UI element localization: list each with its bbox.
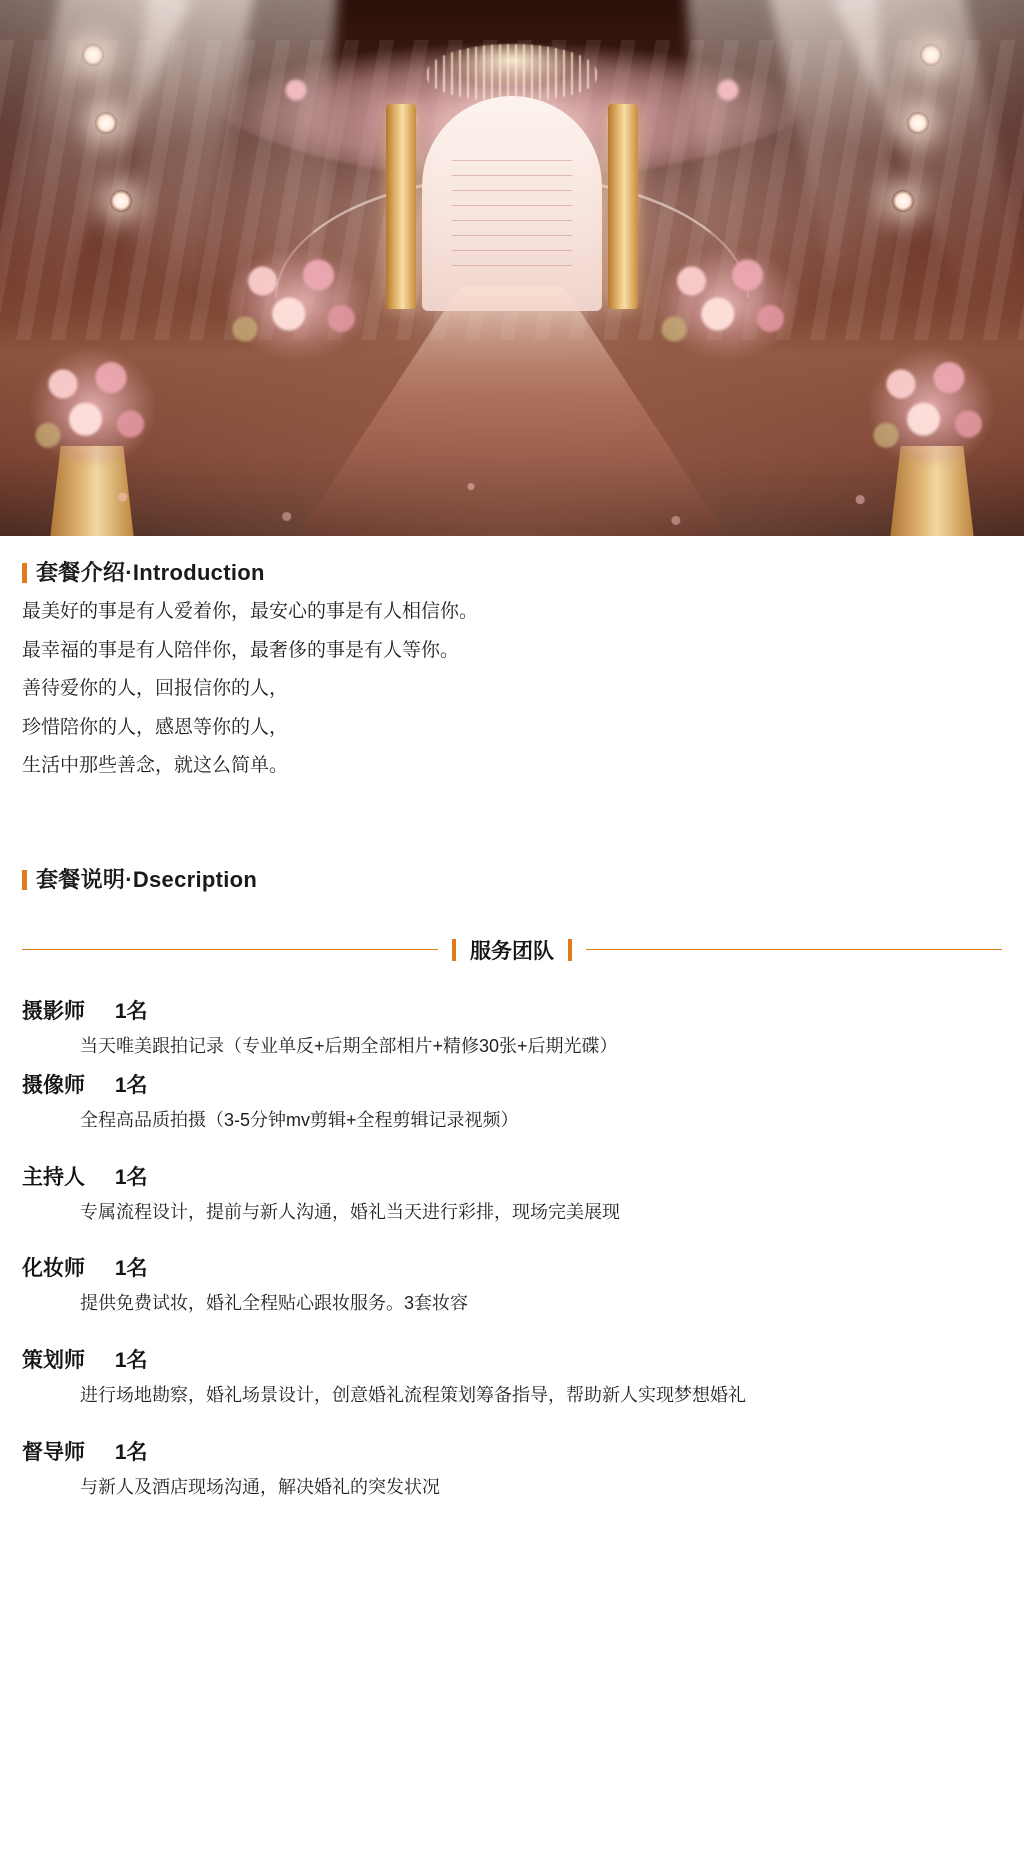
role-heading (22, 1344, 1002, 1374)
role-description: 与新人及酒店现场沟通，解决婚礼的突发状况 (80, 1477, 440, 1498)
role-description: 专属流程设计，提前与新人沟通，婚礼当天进行彩排，现场完美展现 (80, 1201, 620, 1222)
role-count: 1名 (114, 1441, 148, 1465)
intro-line: 珍惜陪你的人，感恩等你的人， (22, 716, 289, 738)
stage-light (82, 44, 104, 66)
team-role-item (22, 1344, 1002, 1410)
role-count: 1名 (114, 1349, 148, 1373)
role-heading (22, 1161, 1002, 1191)
gold-pillar-left (386, 104, 416, 309)
scattered-petals (0, 406, 1024, 536)
role-description: 当天唯美跟拍记录（专业单反+后期全部相片+精修30张+后期光碟） (80, 1035, 618, 1056)
role-heading (22, 1069, 1002, 1099)
divider-label-wrap (438, 935, 586, 965)
intro-line: 最美好的事是有人爱着你，最安心的事是有人相信你。 (22, 601, 479, 622)
role-count: 1名 (114, 1257, 148, 1281)
role-description: 提供免费试妆，婚礼全程贴心跟妆服务。3套妆容 (80, 1293, 469, 1314)
stage-light (110, 190, 132, 212)
intro-line: 最幸福的事是有人陪伴你，最奢侈的事是有人等你。 (22, 639, 460, 661)
role-heading (22, 995, 1002, 1025)
introduction-paragraphs (22, 598, 1002, 780)
role-name: 化妆师 (22, 1257, 85, 1281)
role-heading (22, 1436, 1002, 1466)
stage-light (892, 190, 914, 212)
role-name: 摄影师 (22, 999, 85, 1023)
role-name: 督导师 (22, 1441, 85, 1465)
accent-bar-icon (22, 563, 27, 583)
role-count: 1名 (114, 999, 148, 1023)
role-name: 主持人 (22, 1165, 85, 1189)
intro-line: 善待爱你的人，回报信你的人， (22, 678, 289, 700)
role-name: 摄像师 (22, 1073, 85, 1097)
gold-pillar-right (608, 104, 638, 309)
divider-line-left (22, 949, 438, 950)
backdrop-text-lines (452, 160, 572, 280)
flower-arrangement (639, 236, 814, 386)
divider-line-right (586, 949, 1002, 950)
section-spacer (22, 791, 1002, 843)
service-team-label: 服务团队 (470, 939, 554, 963)
team-role-item (22, 1161, 1002, 1227)
role-description: 全程高品质拍摄（3-5分钟mv剪辑+全程剪辑记录视频） (80, 1109, 519, 1130)
role-description: 进行场地勘察，婚礼场景设计，创意婚礼流程策划筹备指导，帮助新人实现梦想婚礼 (80, 1385, 746, 1406)
stage-light (907, 112, 929, 134)
service-team-divider (22, 935, 1002, 965)
stage-light (920, 44, 942, 66)
role-heading (22, 1252, 1002, 1282)
accent-bar-icon (22, 870, 27, 890)
team-role-item (22, 1252, 1002, 1318)
chandelier (427, 44, 597, 100)
team-role-item (22, 1069, 1002, 1135)
introduction-title: 套餐介绍·Introduction (36, 560, 265, 585)
role-count: 1名 (114, 1165, 148, 1189)
team-role-item (22, 995, 1002, 1061)
team-role-item (22, 1436, 1002, 1502)
divider-tick-icon (568, 939, 572, 961)
description-title: 套餐说明·Dsecription (36, 866, 258, 892)
flower-arrangement (210, 236, 385, 386)
description-heading (22, 866, 1002, 892)
role-count: 1名 (114, 1073, 148, 1097)
role-name: 策划师 (22, 1349, 85, 1373)
intro-line: 生活中那些善念，就这么简单。 (22, 755, 289, 777)
hero-banner-image (0, 0, 1024, 536)
introduction-heading (22, 562, 1002, 584)
content-area (0, 562, 1024, 1568)
stage-light (95, 112, 117, 134)
